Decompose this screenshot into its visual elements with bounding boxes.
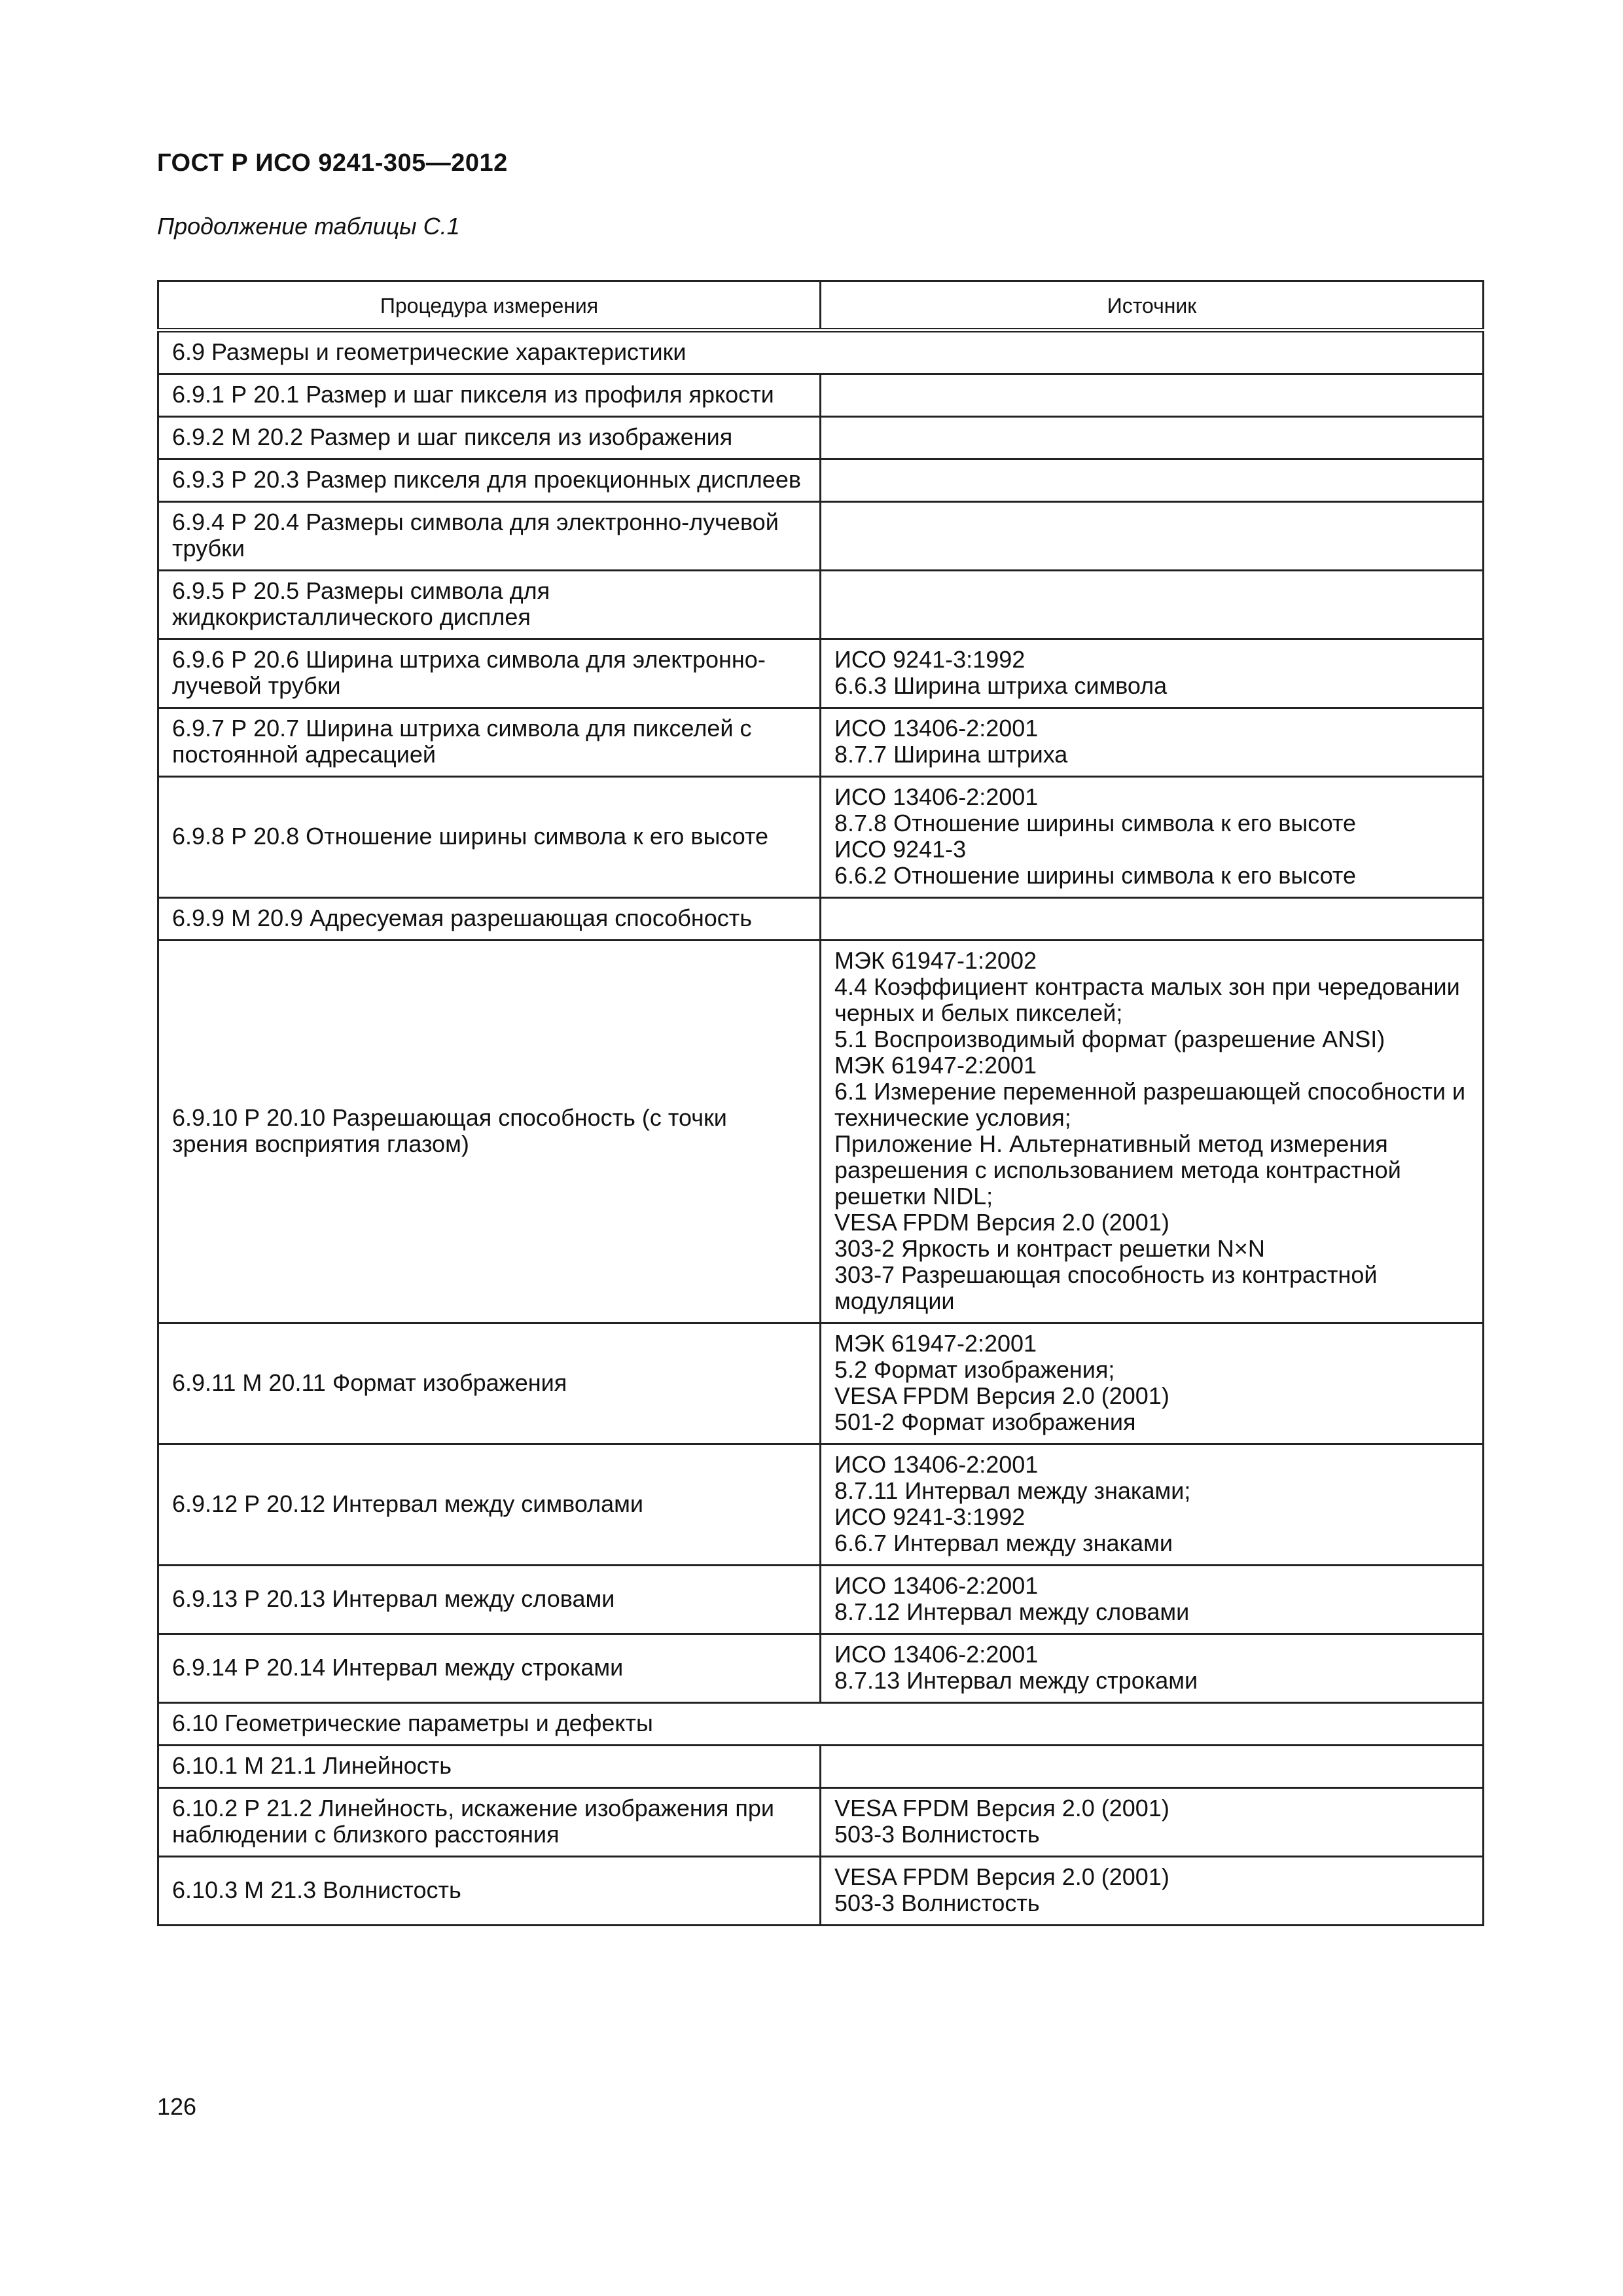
source-line: 8.7.8 Отношение ширины символа к его высоте bbox=[834, 810, 1356, 836]
procedure-cell: 6.10.2 Р 21.2 Линейность, искажение изображения при наблюдении с близкого расстояния bbox=[158, 1788, 821, 1857]
source-cell bbox=[821, 571, 1484, 639]
table-row bbox=[158, 374, 1484, 417]
procedure-cell: 6.9.1 Р 20.1 Размер и шаг пикселя из профиля яркости bbox=[158, 374, 821, 417]
source-line: ИСО 13406-2:2001 bbox=[834, 1451, 1039, 1478]
section-heading-cell: 6.9 Размеры и геометрические характеристики bbox=[158, 331, 1484, 374]
source-cell bbox=[821, 898, 1484, 941]
source-cell bbox=[821, 708, 1484, 777]
table-row bbox=[158, 1444, 1484, 1566]
table-row bbox=[158, 1703, 1484, 1746]
table-row bbox=[158, 331, 1484, 374]
page-number: 126 bbox=[157, 2093, 197, 2120]
source-cell bbox=[821, 1323, 1484, 1444]
table-row bbox=[158, 708, 1484, 777]
table-row bbox=[158, 639, 1484, 708]
table-row bbox=[158, 1746, 1484, 1788]
section-heading-cell: 6.10 Геометрические параметры и дефекты bbox=[158, 1703, 1484, 1746]
source-line: VESA FPDM Версия 2.0 (2001) bbox=[834, 1863, 1169, 1890]
source-cell bbox=[821, 459, 1484, 502]
source-line: 6.6.2 Отношение ширины символа к его высоте bbox=[834, 862, 1356, 889]
table-row bbox=[158, 417, 1484, 459]
source-cell bbox=[821, 374, 1484, 417]
source-line: ИСО 13406-2:2001 bbox=[834, 1641, 1039, 1668]
column-header-procedure: Процедура измерения bbox=[158, 281, 821, 331]
source-cell bbox=[821, 941, 1484, 1323]
source-line: Приложение Н. Альтернативный метод измерения разрешения с использованием метода контрастной решетки NIDL; bbox=[834, 1130, 1401, 1210]
table-row bbox=[158, 502, 1484, 571]
document-id: ГОСТ Р ИСО 9241-305—2012 bbox=[157, 149, 508, 177]
source-line: 8.7.13 Интервал между строками bbox=[834, 1667, 1198, 1694]
source-line: 303-2 Яркость и контраст решетки N×N bbox=[834, 1235, 1265, 1262]
source-line: VESA FPDM Версия 2.0 (2001) bbox=[834, 1209, 1169, 1236]
source-line: ИСО 9241-3:1992 bbox=[834, 1503, 1026, 1530]
procedure-cell: 6.9.5 Р 20.5 Размеры символа для жидкокристаллического дисплея bbox=[158, 571, 821, 639]
source-cell bbox=[821, 1566, 1484, 1634]
procedure-cell: 6.9.7 Р 20.7 Ширина штриха символа для пикселей с постоянной адресацией bbox=[158, 708, 821, 777]
source-line: ИСО 9241-3:1992 bbox=[834, 646, 1026, 673]
source-cell bbox=[821, 1746, 1484, 1788]
source-line: ИСО 9241-3 bbox=[834, 836, 967, 863]
table-row bbox=[158, 777, 1484, 898]
table-row bbox=[158, 1857, 1484, 1926]
procedure-cell: 6.9.3 Р 20.3 Размер пикселя для проекционных дисплеев bbox=[158, 459, 821, 502]
table-row bbox=[158, 1323, 1484, 1444]
table-row bbox=[158, 898, 1484, 941]
source-cell bbox=[821, 639, 1484, 708]
source-line: ИСО 13406-2:2001 bbox=[834, 1572, 1039, 1599]
source-line: 6.6.3 Ширина штриха символа bbox=[834, 672, 1168, 699]
source-cell bbox=[821, 777, 1484, 898]
source-cell bbox=[821, 502, 1484, 571]
table-row bbox=[158, 459, 1484, 502]
source-line: ИСО 13406-2:2001 bbox=[834, 783, 1039, 810]
source-line: 5.2 Формат изображения; bbox=[834, 1356, 1115, 1383]
source-cell bbox=[821, 417, 1484, 459]
table-header-row bbox=[158, 281, 1484, 331]
table-row bbox=[158, 1788, 1484, 1857]
table-body bbox=[158, 331, 1484, 1926]
source-cell bbox=[821, 1788, 1484, 1857]
measurement-table bbox=[157, 280, 1484, 1926]
procedure-cell: 6.9.14 Р 20.14 Интервал между строками bbox=[158, 1634, 821, 1703]
procedure-cell: 6.9.6 Р 20.6 Ширина штриха символа для электронно-лучевой трубки bbox=[158, 639, 821, 708]
source-line: VESA FPDM Версия 2.0 (2001) bbox=[834, 1382, 1169, 1409]
procedure-cell: 6.9.13 Р 20.13 Интервал между словами bbox=[158, 1566, 821, 1634]
procedure-cell: 6.9.8 Р 20.8 Отношение ширины символа к его высоте bbox=[158, 777, 821, 898]
measurement-table-container bbox=[157, 280, 1482, 1926]
source-line: 503-3 Волнистость bbox=[834, 1890, 1040, 1916]
source-line: 303-7 Разрешающая способность из контрастной модуляции bbox=[834, 1261, 1378, 1314]
table-row bbox=[158, 571, 1484, 639]
source-line: 5.1 Воспроизводимый формат (разрешение ANSI) bbox=[834, 1026, 1385, 1052]
source-line: МЭК 61947-2:2001 bbox=[834, 1330, 1037, 1357]
source-line: 6.1 Измерение переменной разрешающей способности и технические условия; bbox=[834, 1078, 1466, 1131]
source-line: МЭК 61947-2:2001 bbox=[834, 1052, 1037, 1079]
source-line: 8.7.11 Интервал между знаками; bbox=[834, 1477, 1191, 1504]
source-line: 4.4 Коэффициент контраста малых зон при чередовании черных и белых пикселей; bbox=[834, 973, 1460, 1026]
source-line: ИСО 13406-2:2001 bbox=[834, 715, 1039, 742]
procedure-cell: 6.9.4 Р 20.4 Размеры символа для электронно-лучевой трубки bbox=[158, 502, 821, 571]
table-caption: Продолжение таблицы С.1 bbox=[157, 213, 460, 240]
source-line: МЭК 61947-1:2002 bbox=[834, 947, 1037, 974]
source-cell bbox=[821, 1857, 1484, 1926]
source-line: 6.6.7 Интервал между знаками bbox=[834, 1530, 1173, 1556]
table-row bbox=[158, 1634, 1484, 1703]
source-cell bbox=[821, 1634, 1484, 1703]
source-line: VESA FPDM Версия 2.0 (2001) bbox=[834, 1795, 1169, 1821]
procedure-cell: 6.9.2 М 20.2 Размер и шаг пикселя из изображения bbox=[158, 417, 821, 459]
table-row bbox=[158, 941, 1484, 1323]
column-header-source: Источник bbox=[821, 281, 1484, 331]
source-cell bbox=[821, 1444, 1484, 1566]
procedure-cell: 6.10.1 М 21.1 Линейность bbox=[158, 1746, 821, 1788]
procedure-cell: 6.10.3 М 21.3 Волнистость bbox=[158, 1857, 821, 1926]
procedure-cell: 6.9.12 Р 20.12 Интервал между символами bbox=[158, 1444, 821, 1566]
source-line: 503-3 Волнистость bbox=[834, 1821, 1040, 1848]
source-line: 8.7.7 Ширина штриха bbox=[834, 741, 1068, 768]
procedure-cell: 6.9.11 М 20.11 Формат изображения bbox=[158, 1323, 821, 1444]
source-line: 501-2 Формат изображения bbox=[834, 1408, 1136, 1435]
procedure-cell: 6.9.10 Р 20.10 Разрешающая способность (с точки зрения восприятия глазом) bbox=[158, 941, 821, 1323]
procedure-cell: 6.9.9 М 20.9 Адресуемая разрешающая способность bbox=[158, 898, 821, 941]
source-line: 8.7.12 Интервал между словами bbox=[834, 1598, 1190, 1625]
table-row bbox=[158, 1566, 1484, 1634]
